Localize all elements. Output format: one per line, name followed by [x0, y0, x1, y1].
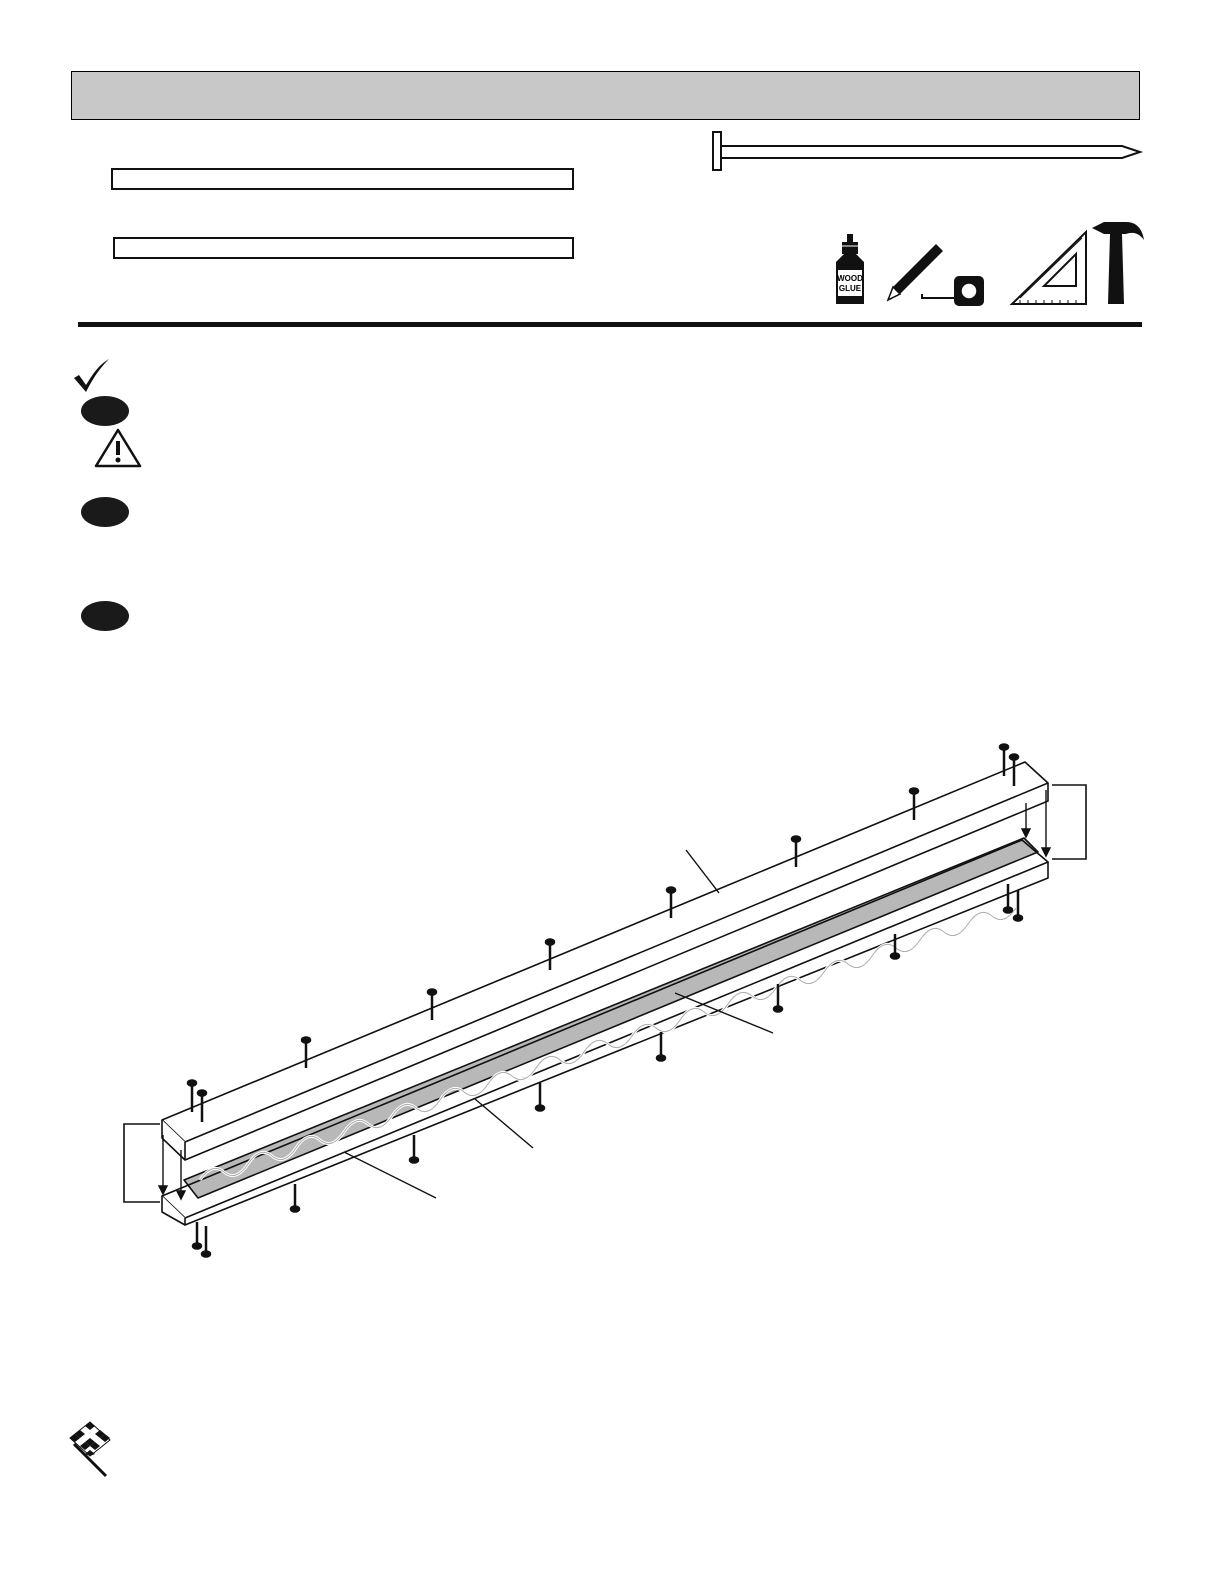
finish-flag-icon — [66, 1418, 116, 1480]
glue-label-line1: WOOD — [837, 274, 863, 283]
glue-label-line2: GLUE — [838, 284, 862, 293]
glue-strip — [184, 838, 1038, 1198]
